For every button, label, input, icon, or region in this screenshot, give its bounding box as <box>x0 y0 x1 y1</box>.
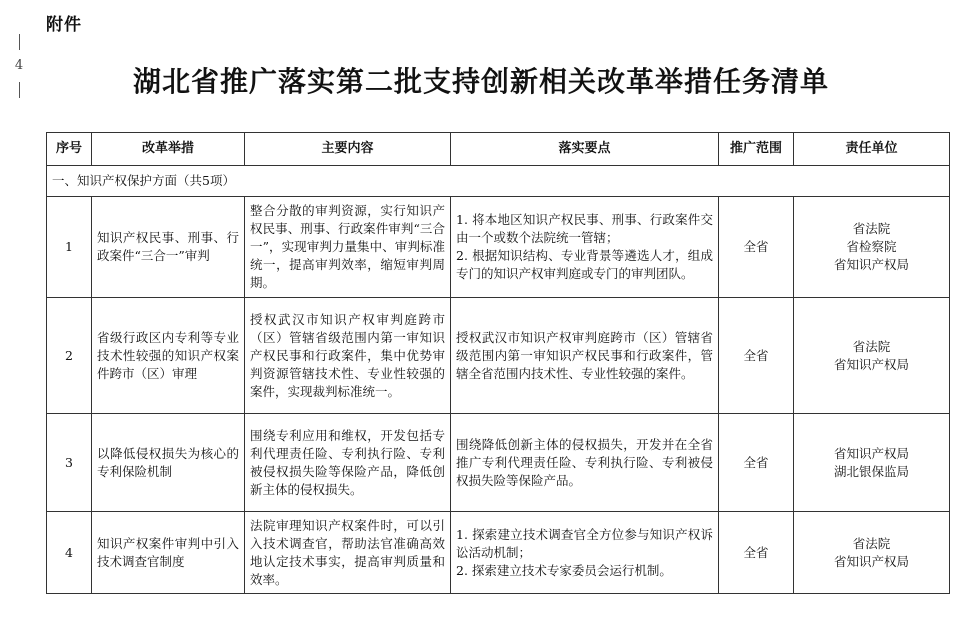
cell-points: 1. 探索建立技术调查官全方位参与知识产权诉讼活动机制； 2. 探索建立技术专家委员会运行机制。 <box>451 512 719 594</box>
table-row <box>47 298 950 414</box>
cell-content: 围绕专利应用和维权，开发包括专利代理责任险、专利执行险、专利被侵权损失险等保险产品，降低创新主体的侵权损失。 <box>245 414 451 512</box>
cell-index: 1 <box>47 197 92 298</box>
cell-points: 授权武汉市知识产权审判庭跨市（区）管辖省级范围内第一审知识产权民事和行政案件，管辖全省范围内技术性、专业性较强的案件。 <box>451 298 719 414</box>
header-scope: 推广范围 <box>719 133 794 166</box>
cell-content: 整合分散的审判资源，实行知识产权民事、刑事、行政案件审判“三合一”，实现审判力量集中、审判标准统一，提高审判效率，缩短审判周期。 <box>245 197 451 298</box>
attachment-label: 附件 <box>46 15 82 35</box>
table-row <box>47 512 950 594</box>
cell-unit <box>794 197 950 298</box>
cell-content: 授权武汉市知识产权审判庭跨市（区）管辖省级范围内第一审知识产权民事和行政案件，集中优势审判资源管辖技术性、专业性较强的案件，实现裁判标准统一。 <box>245 298 451 414</box>
cell-unit <box>794 298 950 414</box>
task-list-table <box>46 132 950 594</box>
unit-name: 省检察院 <box>846 239 897 254</box>
cell-measure: 知识产权民事、刑事、行政案件“三合一”审判 <box>92 197 245 298</box>
table-row <box>47 414 950 512</box>
cell-unit <box>794 414 950 512</box>
section-title: 一、知识产权保护方面（共5项） <box>47 166 950 197</box>
cell-index: 3 <box>47 414 92 512</box>
cell-scope: 全省 <box>719 512 794 594</box>
header-content: 主要内容 <box>245 133 451 166</box>
unit-name: 省知识产权局 <box>833 553 909 569</box>
cell-scope: 全省 <box>719 414 794 512</box>
margin-dash <box>19 34 20 50</box>
header-measure: 改革举措 <box>92 133 245 166</box>
table-header-row <box>47 133 950 166</box>
cell-points: 1. 将本地区知识产权民事、刑事、行政案件交由一个或数个法院统一管辖； 2. 根据知识结构、专业背景等遴选人才，组成专门的知识产权审判庭或专门的审判团队。 <box>451 197 719 298</box>
cell-scope: 全省 <box>719 298 794 414</box>
header-unit: 责任单位 <box>794 133 950 166</box>
cell-measure: 知识产权案件审判中引入技术调查官制度 <box>92 512 245 594</box>
cell-index: 2 <box>47 298 92 414</box>
document-title: 湖北省推广落实第二批支持创新相关改革举措任务清单 <box>132 65 829 98</box>
unit-name: 省法院 <box>852 221 891 236</box>
unit-name: 省法院 <box>852 535 891 551</box>
cell-unit <box>794 512 950 594</box>
cell-points: 围绕降低创新主体的侵权损失，开发并在全省推广专利代理责任险、专利执行险、专利被侵权损失险等保险产品。 <box>451 414 719 512</box>
cell-content: 法院审理知识产权案件时，可以引入技术调查官，帮助法官准确高效地认定技术事实，提高审判质量和效率。 <box>245 512 451 594</box>
cell-index: 4 <box>47 512 92 594</box>
cell-measure: 省级行政区内专利等专业技术性较强的知识产权案件跨市（区）审理 <box>92 298 245 414</box>
header-points: 落实要点 <box>451 133 719 166</box>
table-row <box>47 197 950 298</box>
page-number: 4 <box>14 58 24 73</box>
cell-scope: 全省 <box>719 197 794 298</box>
unit-name: 省法院 <box>852 338 891 354</box>
header-index: 序号 <box>47 133 92 166</box>
unit-name: 省知识产权局 <box>833 356 909 372</box>
unit-name: 湖北银保监局 <box>833 463 909 479</box>
section-row <box>47 166 950 197</box>
unit-name: 省知识产权局 <box>833 445 909 461</box>
unit-name: 省知识产权局 <box>833 257 909 272</box>
cell-measure: 以降低侵权损失为核心的专利保险机制 <box>92 414 245 512</box>
